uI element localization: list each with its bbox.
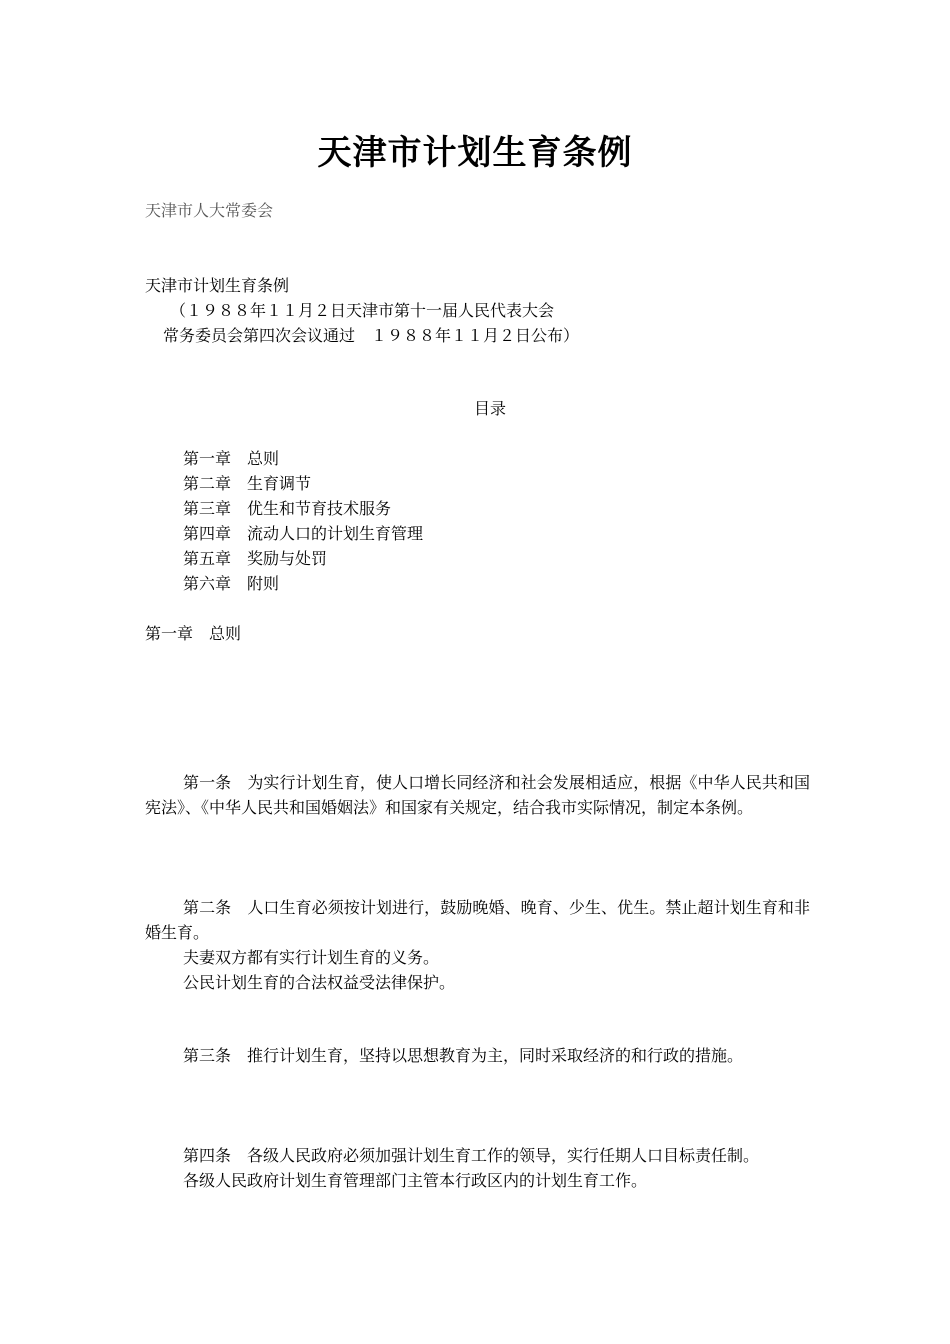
- article-paragraph: 各级人民政府计划生育管理部门主管本行政区内的计划生育工作。: [183, 1171, 648, 1190]
- law-title: 天津市计划生育条例: [145, 276, 290, 295]
- passage-info-line-1: （１９８８年１１月２日天津市第十一届人民代表大会: [170, 301, 555, 320]
- passage-info-line-2: 常务委员会第四次会议通过 １９８８年１１月２日公布）: [163, 326, 580, 345]
- article-2: [145, 895, 810, 995]
- article-paragraph: 第三条 推行计划生育，坚持以思想教育为主，同时采取经济的和行政的措施。: [183, 1046, 744, 1065]
- article-paragraph: 第一条 为实行计划生育，使人口增长同经济和社会发展相适应，根据《中华人民共和国宪法》、《中华人民共和国婚姻法》和国家有关规定，结合我市实际情况，制定本条例。: [145, 773, 810, 817]
- article-3: [145, 1043, 810, 1068]
- article-paragraph: 夫妻双方都有实行计划生育的义务。: [183, 948, 440, 967]
- toc-item: 第二章 生育调节: [183, 474, 312, 493]
- toc-item: 第五章 奖励与处罚: [183, 549, 328, 568]
- toc-item: 第一章 总则: [183, 449, 280, 468]
- header-block: [145, 273, 810, 348]
- document-source: 天津市人大常委会: [145, 201, 274, 220]
- document-title: 天津市计划生育条例: [317, 133, 633, 173]
- article-4: [145, 1143, 810, 1193]
- toc-title: 目录: [473, 399, 506, 418]
- article-paragraph: 第四条 各级人民政府必须加强计划生育工作的领导，实行任期人口目标责任制。: [183, 1146, 760, 1165]
- article-paragraph: 第二条 人口生育必须按计划进行，鼓励晚婚、晚育、少生、优生。禁止超计划生育和非婚生育。: [145, 898, 810, 942]
- toc-item: 第三章 优生和节育技术服务: [183, 499, 392, 518]
- article-1: [145, 770, 810, 820]
- toc-item: 第四章 流动人口的计划生育管理: [183, 524, 424, 543]
- table-of-contents: [183, 446, 423, 596]
- chapter-heading: 第一章 总则: [145, 624, 242, 643]
- toc-item: 第六章 附则: [183, 574, 280, 593]
- article-paragraph: 公民计划生育的合法权益受法律保护。: [183, 973, 456, 992]
